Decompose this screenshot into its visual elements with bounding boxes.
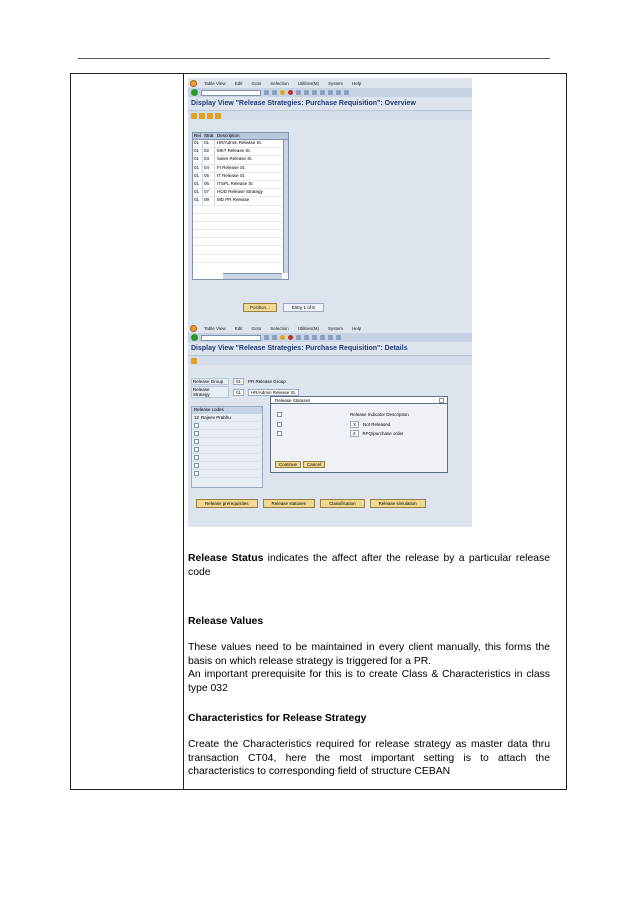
cell: 01 (193, 148, 203, 155)
table-row[interactable] (193, 173, 288, 181)
row-selector[interactable] (194, 455, 199, 460)
release-code-desc: Rajeev Prabhu (201, 415, 231, 420)
menu-item[interactable]: Table View (204, 325, 226, 331)
enter-icon[interactable] (191, 334, 198, 341)
release-values-p2: An important prerequisite for this is to create Class & Characteristics in class type 032 (188, 669, 550, 694)
indicator-code: X (350, 421, 359, 428)
field-value[interactable]: 01 (233, 389, 244, 396)
dialog-header-row (277, 412, 437, 417)
table-row[interactable] (193, 181, 288, 189)
table-row-empty (193, 255, 288, 263)
row-selector[interactable] (194, 463, 199, 468)
enter-icon[interactable] (191, 89, 198, 96)
release-statuses-dialog (270, 396, 448, 473)
table-row-empty (192, 470, 262, 478)
menu-item[interactable]: Selection (270, 80, 289, 86)
bottom-button-bar (196, 499, 426, 508)
table-row-empty (193, 222, 288, 230)
dialog-column-header: Release Indicator Description (350, 412, 409, 417)
field-description: HR/Admin Release St. (248, 389, 299, 396)
field-label: Release Group (191, 378, 229, 385)
dialog-buttons (275, 461, 325, 468)
table-row[interactable] (193, 197, 288, 205)
indicator-desc: Not Released (363, 422, 391, 427)
cell: 07 (203, 189, 215, 196)
sap-menubar (188, 323, 472, 333)
back-icon[interactable] (272, 335, 277, 340)
table-row-empty (192, 446, 262, 454)
save-icon[interactable] (264, 90, 269, 95)
cell: IT Release St. (217, 172, 246, 178)
field-label: Release Strategy (191, 386, 229, 398)
next-page-icon[interactable] (328, 335, 333, 340)
table-row[interactable] (193, 148, 288, 156)
menu-item[interactable]: Edit (234, 80, 243, 86)
menu-item[interactable]: Selection (270, 325, 289, 331)
cell: 03 (203, 156, 215, 163)
app-toolbar (188, 356, 472, 365)
next-page-icon[interactable] (328, 90, 333, 95)
sap-screenshot (188, 78, 472, 527)
last-page-icon[interactable] (336, 335, 341, 340)
sap-toolbar (188, 333, 472, 342)
release-simulation-button[interactable]: Release simulation (370, 499, 426, 508)
print-icon[interactable] (296, 90, 301, 95)
strategy-table (192, 132, 289, 280)
cell: 01 (193, 197, 203, 204)
prev-page-icon[interactable] (320, 90, 325, 95)
overview-icon[interactable] (191, 358, 197, 364)
deselect-icon[interactable] (207, 113, 213, 119)
filter-icon[interactable] (215, 113, 221, 119)
cell: MD PR Release (217, 197, 250, 203)
select-all-icon[interactable] (199, 113, 205, 119)
release-status-label: Release Status (188, 553, 264, 564)
table-header (193, 133, 288, 140)
cell: HOD Release Strategy (217, 189, 263, 195)
cancel-icon[interactable] (288, 90, 293, 95)
classification-button[interactable]: Classification (320, 499, 365, 508)
cell: Sales Release St. (217, 156, 253, 162)
content-table (70, 73, 567, 790)
vertical-scrollbar[interactable] (283, 140, 288, 273)
table-row-empty (193, 246, 288, 254)
indicator-code: 2 (350, 430, 359, 437)
table-row-empty (193, 206, 288, 214)
dialog-row (277, 430, 437, 437)
row-selector[interactable] (194, 431, 199, 436)
table-row-empty (192, 454, 262, 462)
checkbox[interactable] (277, 431, 282, 436)
table-row[interactable] (193, 165, 288, 173)
cell: 06 (203, 181, 215, 188)
header-rule (78, 58, 550, 59)
release-codes-header: Release codes (192, 407, 262, 414)
row-selector[interactable] (194, 447, 199, 452)
cell: MKT Release St. (217, 148, 251, 154)
row-selector[interactable] (194, 423, 199, 428)
table-row[interactable] (193, 156, 288, 164)
sap-logo-icon (190, 80, 197, 87)
table-row-empty (192, 422, 262, 430)
table-row-empty (192, 462, 262, 470)
horizontal-scrollbar[interactable] (223, 273, 282, 279)
print-icon[interactable] (296, 335, 301, 340)
find-icon[interactable] (304, 335, 309, 340)
cell: 04 (203, 165, 215, 172)
menu-item[interactable]: Utilities(M) (297, 80, 319, 86)
characteristics-heading: Characteristics for Release Strategy (188, 713, 367, 724)
characteristics-text: Create the Characteristics required for release strategy as master data thru transaction CT04, here the most important setting is to attach the characteristics to corresponding field of structure CEBAN (188, 739, 550, 778)
exit-icon[interactable] (280, 335, 285, 340)
dialog-row (277, 421, 437, 428)
release-status-paragraph (188, 552, 550, 579)
dialog-titlebar (271, 397, 447, 404)
menu-item[interactable]: Help (352, 325, 362, 331)
menu-item[interactable]: Goto (251, 325, 262, 331)
cancel-icon[interactable] (288, 335, 293, 340)
col-header[interactable]: Strat (204, 133, 214, 138)
menu-item[interactable]: System (327, 80, 343, 86)
menu-item[interactable]: Table View (204, 80, 226, 86)
col-header[interactable]: Rel (193, 133, 203, 139)
cell: 02 (203, 148, 215, 155)
release-values-p1: These values need to be maintained in every client manually, this forms the basis on which release strategy is triggered for a PR. (188, 642, 550, 667)
table-row-empty (193, 214, 288, 222)
cell: ITSPL Release St (217, 180, 253, 186)
release-codes-table (191, 406, 263, 488)
menu-item[interactable]: System (327, 325, 343, 331)
column-divider (183, 74, 184, 789)
menu-item[interactable]: Edit (234, 325, 243, 331)
table-row[interactable] (193, 140, 288, 148)
cell: HR/Admin Release St. (217, 140, 263, 145)
position-row (243, 303, 324, 312)
screen-title-overview: Display View "Release Strategies: Purchase Requisition": Overview (188, 97, 472, 111)
table-row[interactable] (192, 414, 262, 422)
cell: 01 (193, 189, 203, 196)
table-row-empty (193, 238, 288, 246)
first-page-icon[interactable] (312, 90, 317, 95)
release-prerequisites-button[interactable]: Release prerequisites (196, 499, 258, 508)
table-row-empty (193, 230, 288, 238)
row-selector[interactable] (194, 471, 199, 476)
last-page-icon[interactable] (336, 90, 341, 95)
close-icon[interactable] (439, 398, 444, 403)
cell: 01 (193, 165, 203, 172)
details-screen (188, 323, 472, 365)
continue-button[interactable]: Continue (275, 461, 301, 468)
menu-item[interactable]: Help (352, 80, 362, 86)
position-button[interactable]: Position... (243, 303, 277, 312)
table-row-empty (192, 438, 262, 446)
details-icon[interactable] (191, 113, 197, 119)
col-header[interactable]: Description (217, 133, 240, 138)
cell: 05 (203, 173, 215, 180)
indicator-desc: RFQ/purchase order (362, 431, 404, 436)
release-group-field (191, 378, 286, 385)
entry-counter: Entry 1 of 8 (283, 303, 324, 312)
row-selector[interactable] (194, 439, 199, 444)
prev-page-icon[interactable] (320, 335, 325, 340)
release-statuses-button[interactable]: Release statuses (263, 499, 316, 508)
sap-toolbar (188, 88, 472, 97)
cell: 01 (203, 140, 215, 147)
back-icon[interactable] (272, 90, 277, 95)
screen-title-details: Display View "Release Strategies: Purchase Requisition": Details (188, 342, 472, 356)
help-icon[interactable] (344, 90, 349, 95)
app-toolbar (188, 111, 472, 120)
exit-icon[interactable] (280, 90, 285, 95)
checkbox[interactable] (277, 422, 282, 427)
table-row-empty (192, 430, 262, 438)
release-values-heading: Release Values (188, 616, 264, 627)
release-status-text: indicates the affect after the release by a particular release code (188, 553, 550, 578)
sap-menubar (188, 78, 472, 88)
command-field[interactable] (201, 90, 261, 96)
menu-item[interactable]: Utilities(M) (297, 325, 319, 331)
menu-item[interactable]: Goto (251, 80, 262, 86)
cell: 01 (193, 181, 203, 188)
cancel-button[interactable]: Cancel (303, 461, 325, 468)
cell: FI Release St. (217, 164, 246, 170)
cell: 09 (203, 197, 215, 204)
checkbox[interactable] (277, 412, 282, 417)
save-icon[interactable] (264, 335, 269, 340)
release-code: 12 (194, 415, 200, 420)
cell: 01 (193, 140, 203, 147)
cell: 01 (193, 173, 203, 180)
command-field[interactable] (201, 335, 261, 341)
first-page-icon[interactable] (312, 335, 317, 340)
dialog-title: Release Statuses (275, 397, 311, 403)
find-icon[interactable] (304, 90, 309, 95)
table-row[interactable] (193, 189, 288, 197)
cell: 01 (193, 156, 203, 163)
sap-logo-icon (190, 325, 197, 332)
field-value[interactable]: 01 (233, 378, 244, 385)
field-description: PR Release Group (248, 379, 286, 384)
